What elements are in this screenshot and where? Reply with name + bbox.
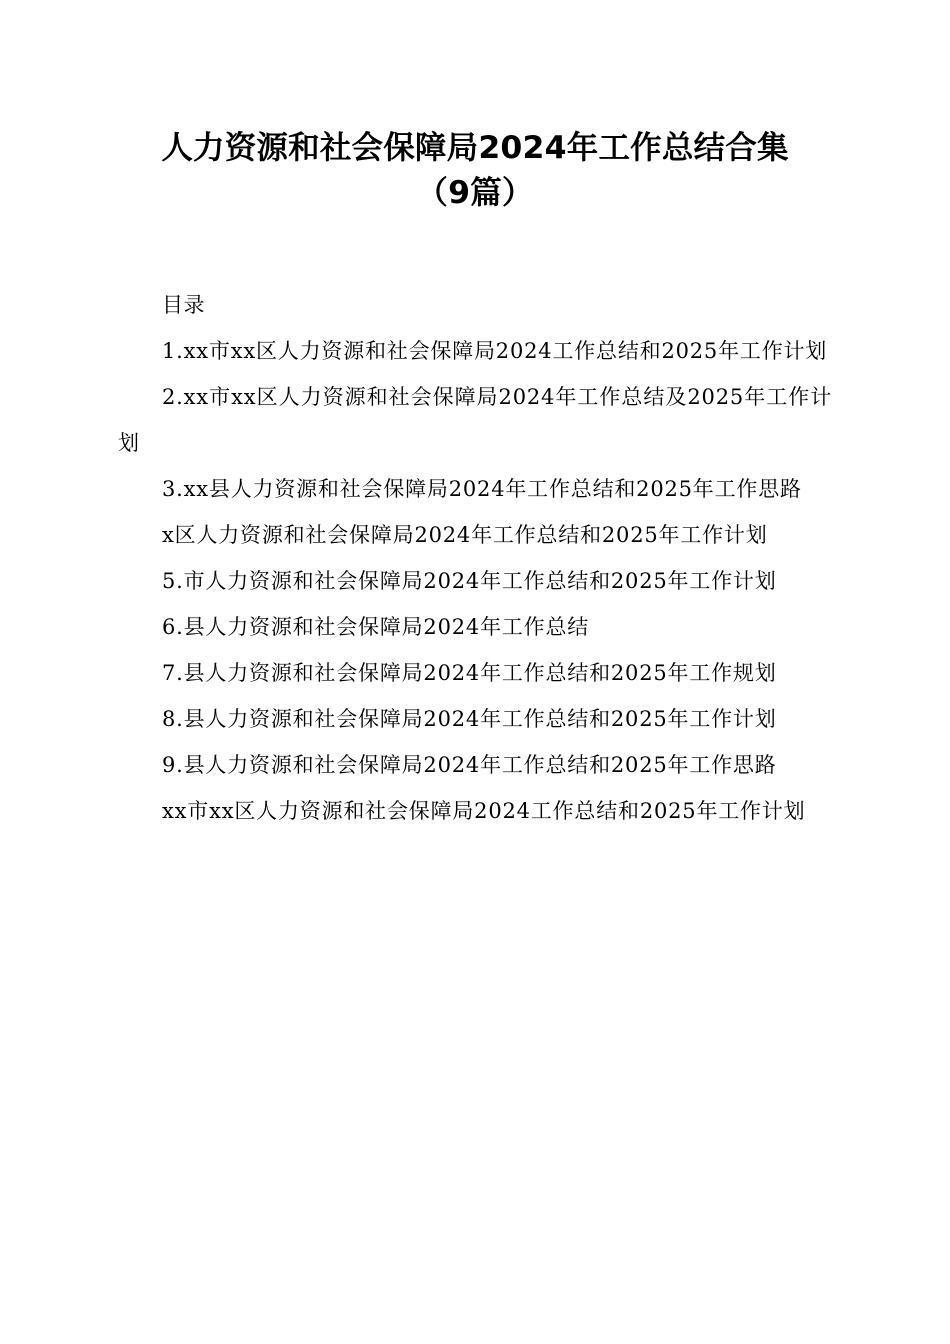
toc-item: 6.县人力资源和社会保障局2024年工作总结 [162, 615, 590, 639]
page-title-line-2: （9篇） [416, 175, 534, 211]
toc-item: 1.xx市xx区人力资源和社会保障局2024工作总结和2025年工作计划 [162, 339, 828, 363]
toc-item: 7.县人力资源和社会保障局2024年工作总结和2025年工作规划 [162, 661, 777, 685]
toc-item: xx市xx区人力资源和社会保障局2024工作总结和2025年工作计划 [162, 799, 806, 823]
document-content [118, 0, 832, 834]
page-title-line-1: 人力资源和社会保障局2024年工作总结合集 [161, 130, 789, 166]
toc-item: 5.市人力资源和社会保障局2024年工作总结和2025年工作计划 [162, 569, 777, 593]
toc-heading: 目录 [162, 293, 205, 317]
page-title [118, 0, 832, 216]
toc-item: 2.xx市xx区人力资源和社会保障局2024年工作总结及2025年工作计划 [118, 385, 832, 455]
toc-list [118, 328, 832, 834]
toc-item: 9.县人力资源和社会保障局2024年工作总结和2025年工作思路 [162, 753, 777, 777]
toc-item: 8.县人力资源和社会保障局2024年工作总结和2025年工作计划 [162, 707, 777, 731]
toc-item: 3.xx县人力资源和社会保障局2024年工作总结和2025年工作思路 [162, 477, 802, 501]
toc-item: x区人力资源和社会保障局2024年工作总结和2025年工作计划 [162, 523, 768, 547]
